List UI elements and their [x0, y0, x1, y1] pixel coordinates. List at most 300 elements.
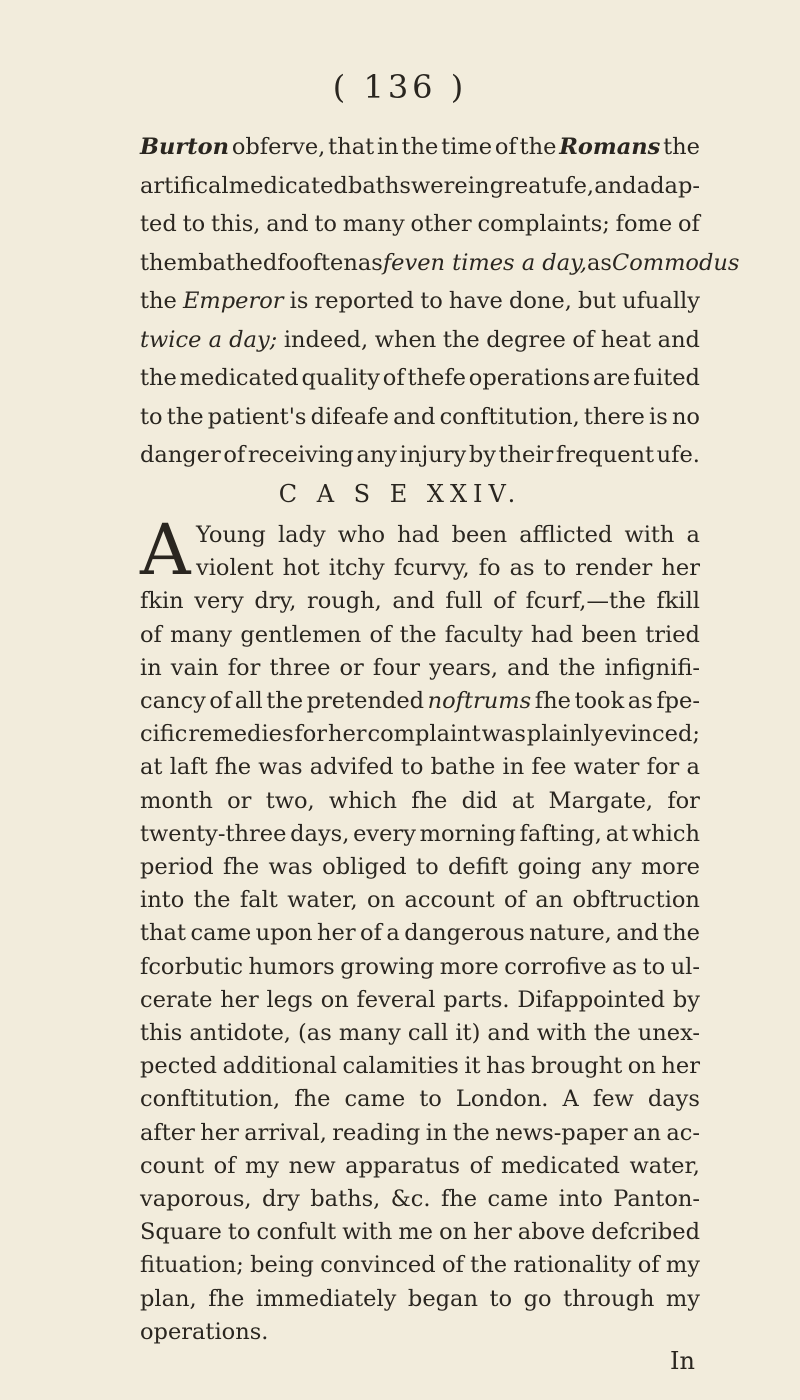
word: and: [594, 172, 637, 199]
word: Young: [196, 522, 266, 548]
word: of: [360, 920, 382, 947]
word: of: [213, 1152, 236, 1179]
word: for: [646, 754, 680, 781]
word: falt: [239, 887, 278, 914]
word: for: [667, 787, 700, 814]
word: A: [562, 1086, 579, 1113]
word: being: [250, 1252, 314, 1279]
word: artifical: [140, 172, 229, 199]
word: fhe: [440, 1186, 478, 1212]
text-line: [140, 244, 740, 282]
word: as: [509, 555, 535, 582]
word: fhe: [411, 787, 448, 814]
word: render: [575, 555, 653, 582]
word: fpe-: [656, 688, 700, 714]
text-line: [140, 128, 700, 166]
word: medicated: [179, 365, 299, 391]
word: cancy: [140, 688, 206, 714]
word: arrival,: [244, 1119, 327, 1146]
word: has: [486, 1053, 526, 1080]
word: to: [543, 555, 567, 582]
word: my: [245, 1152, 280, 1179]
word: in: [467, 172, 490, 199]
word: feveral: [356, 986, 436, 1013]
text-line: [140, 398, 700, 436]
word: of: [140, 621, 162, 648]
word: feven times a day,: [382, 249, 588, 276]
word: her: [200, 1119, 239, 1146]
word: or: [227, 787, 252, 814]
word: fcorbutic: [140, 953, 243, 980]
word: the: [663, 134, 700, 160]
word: &c.: [390, 1186, 431, 1212]
word: fhe: [534, 688, 571, 714]
word: my: [665, 1252, 700, 1279]
word: account: [404, 887, 495, 914]
word: gentlemen: [240, 621, 362, 648]
word: operations.: [140, 1318, 269, 1345]
word: call: [407, 1020, 449, 1046]
text-line: [140, 167, 700, 205]
word: to: [140, 403, 163, 430]
word: fome: [615, 211, 673, 237]
word: any: [590, 854, 632, 880]
word: other: [410, 211, 472, 237]
word: at: [605, 820, 629, 847]
word: my: [665, 1285, 700, 1312]
word: the: [401, 134, 439, 160]
word: the: [442, 326, 480, 353]
word: which: [328, 787, 397, 814]
word: apparatus: [345, 1152, 461, 1179]
text-line: [140, 321, 700, 359]
word: fhe: [208, 1285, 245, 1312]
word: patient's: [207, 403, 307, 430]
word: pretended: [306, 688, 425, 714]
word: calamities: [342, 1053, 459, 1080]
word: defift: [448, 854, 509, 880]
word: and: [507, 654, 550, 681]
word: which: [631, 820, 700, 847]
word: of: [637, 1252, 660, 1279]
word: days: [647, 1086, 700, 1113]
word: fhe: [223, 854, 260, 880]
word: a: [386, 920, 400, 947]
word: the: [470, 1252, 508, 1279]
word: afflicted: [519, 522, 613, 548]
word: Romans: [559, 134, 661, 160]
word: great: [489, 172, 551, 199]
word: legs: [266, 986, 313, 1013]
word: of: [678, 211, 700, 237]
word: to: [420, 288, 443, 314]
word: a: [686, 754, 700, 781]
word: to: [489, 1285, 513, 1312]
word: on: [627, 1053, 656, 1080]
word: danger: [140, 442, 221, 468]
word: water: [573, 754, 640, 781]
word: of: [494, 134, 517, 160]
word: days,: [290, 820, 350, 847]
word: their: [498, 442, 554, 468]
word: as: [627, 688, 653, 714]
word: Difappointed: [517, 986, 666, 1013]
word: as: [587, 249, 612, 276]
word: convinced: [320, 1252, 436, 1279]
word: advifed: [309, 754, 394, 781]
word: into: [558, 1186, 603, 1212]
word: adap-: [636, 172, 700, 199]
word: cific: [140, 721, 188, 748]
word: fhe: [214, 754, 252, 781]
word: years,: [429, 654, 499, 681]
word: the: [266, 688, 304, 714]
word: that: [140, 920, 186, 947]
word: with: [624, 522, 675, 548]
word: corrofive: [504, 953, 607, 980]
word: water,: [629, 1152, 700, 1179]
word: count: [140, 1152, 205, 1179]
catchword: In: [670, 1346, 695, 1375]
word: with: [342, 1219, 393, 1246]
word: her: [220, 986, 259, 1013]
word: baths: [347, 172, 411, 199]
word: fcurvy,: [393, 555, 470, 582]
word: violent: [196, 555, 274, 582]
word: Burton: [140, 134, 229, 160]
word: thefe: [407, 365, 466, 391]
drop-cap: A: [140, 509, 191, 591]
text-line: [140, 359, 700, 397]
word: twice a day;: [140, 326, 278, 353]
word: few: [592, 1086, 634, 1113]
word: morning: [419, 820, 516, 847]
word: rough,: [306, 588, 382, 615]
word: ufe.: [656, 442, 700, 468]
word: hot: [282, 555, 320, 582]
word: ted: [140, 211, 177, 237]
word: or: [339, 654, 364, 681]
word: fee: [531, 754, 567, 781]
word: of: [503, 887, 526, 914]
word: many: [338, 1020, 401, 1046]
word: ul-: [670, 953, 700, 980]
word: an: [535, 887, 564, 914]
word: of: [209, 688, 232, 714]
word: fuited: [633, 365, 700, 391]
word: noftrums: [427, 688, 532, 714]
word: twenty-three: [140, 820, 287, 847]
word: a: [686, 522, 700, 548]
word: to: [400, 754, 424, 781]
word: the: [140, 288, 177, 314]
word: going: [517, 854, 582, 880]
word: more: [439, 953, 499, 980]
word: her: [328, 721, 367, 748]
word: took: [574, 688, 625, 714]
word: an: [633, 1119, 661, 1146]
word: often: [299, 249, 358, 276]
word: of: [441, 1252, 464, 1279]
word: them: [140, 249, 199, 276]
text-line: [140, 282, 700, 320]
word: tried: [645, 621, 700, 648]
word: medicated: [228, 172, 348, 199]
word: all: [234, 688, 263, 714]
word: the: [399, 621, 437, 648]
word: injury: [399, 442, 467, 468]
word: her: [473, 1219, 512, 1246]
word: difeafe: [310, 403, 389, 430]
word: and: [487, 1020, 530, 1046]
word: there: [583, 403, 645, 430]
word: by: [672, 986, 700, 1013]
word: infignifi-: [604, 654, 700, 681]
word: it): [455, 1020, 481, 1046]
word: her: [317, 920, 356, 947]
word: and: [392, 588, 435, 615]
word: dry,: [254, 588, 297, 615]
word: four: [372, 654, 421, 681]
word: it: [464, 1053, 481, 1080]
word: been: [581, 621, 637, 648]
word: through: [563, 1285, 655, 1312]
word: immediately: [255, 1285, 397, 1312]
word: to: [227, 1219, 251, 1246]
word: to: [642, 953, 666, 980]
word: are: [592, 365, 631, 391]
word: and: [393, 403, 436, 430]
word: fkill: [656, 588, 700, 615]
word: to: [416, 854, 439, 880]
word: quality: [301, 365, 380, 391]
word: nature,: [529, 920, 612, 947]
word: who: [337, 522, 386, 548]
word: dangerous: [404, 920, 525, 947]
word: but: [578, 288, 616, 314]
word: receiving: [247, 442, 354, 468]
word: and: [266, 211, 309, 237]
word: and: [616, 920, 659, 947]
word: (as: [298, 1020, 332, 1046]
word: defcribed: [591, 1219, 700, 1246]
word: time: [441, 134, 493, 160]
word: is: [289, 288, 309, 314]
word: of: [469, 1152, 492, 1179]
word: ufe,: [550, 172, 595, 199]
word: reading: [332, 1119, 421, 1146]
word: Emperor: [182, 288, 284, 314]
word: after: [140, 1119, 195, 1146]
word: in: [376, 134, 399, 160]
word: reported: [314, 288, 415, 314]
word: faculty: [444, 621, 523, 648]
word: period: [140, 854, 214, 880]
word: obftruction: [572, 887, 700, 914]
word: did: [461, 787, 498, 814]
word: antidote,: [189, 1020, 291, 1046]
word: unex-: [637, 1020, 700, 1046]
word: into: [140, 887, 185, 914]
word: began: [407, 1285, 478, 1312]
word: the: [140, 365, 177, 391]
word: very: [194, 588, 244, 615]
word: water,: [287, 887, 358, 914]
word: cerate: [140, 986, 213, 1013]
word: conftitution,: [140, 1086, 281, 1113]
word: brought: [531, 1053, 623, 1080]
word: as: [357, 249, 383, 276]
word: came: [487, 1186, 549, 1212]
page-number: ( 136 ): [332, 68, 468, 106]
word: at: [511, 787, 535, 814]
word: degree: [486, 326, 566, 353]
word: baths,: [310, 1186, 381, 1212]
word: bathe: [430, 754, 496, 781]
word: the: [193, 887, 231, 914]
word: was: [258, 754, 303, 781]
word: medicated: [500, 1152, 620, 1179]
word: on: [320, 986, 349, 1013]
word: had: [397, 522, 440, 548]
word: to: [419, 1086, 442, 1113]
word: complaints;: [477, 211, 610, 237]
word: when: [374, 326, 437, 353]
word: Margate,: [548, 787, 654, 814]
word: and: [657, 326, 700, 353]
word: laft: [169, 754, 208, 781]
word: for: [227, 654, 261, 681]
word: Commodus: [611, 249, 740, 276]
word: of: [572, 326, 595, 353]
word: many: [170, 621, 233, 648]
word: her: [661, 1053, 700, 1080]
word: evinced;: [604, 721, 700, 748]
word: additional: [222, 1053, 337, 1080]
word: fkin: [140, 588, 184, 615]
word: came: [190, 920, 252, 947]
word: on: [439, 1219, 468, 1246]
word: full: [445, 588, 483, 615]
word: remedies: [188, 721, 294, 748]
word: month: [140, 787, 213, 814]
word: to: [314, 211, 337, 237]
word: with: [536, 1020, 587, 1046]
word: dry: [261, 1186, 300, 1212]
word: her: [661, 555, 700, 582]
word: two,: [265, 787, 315, 814]
word: Panton-: [613, 1186, 700, 1212]
word: to: [182, 211, 206, 237]
word: the: [452, 1119, 490, 1146]
word: the: [558, 654, 596, 681]
word: was: [268, 854, 313, 880]
word: pected: [140, 1053, 218, 1080]
word: plainly: [526, 721, 604, 748]
word: for: [294, 721, 328, 748]
word: this: [140, 1020, 183, 1046]
word: itchy: [328, 555, 385, 582]
word: fo: [478, 555, 501, 582]
word: go: [523, 1285, 552, 1312]
word: upon: [255, 920, 313, 947]
word: in: [140, 654, 162, 681]
word: indeed,: [283, 326, 369, 353]
word: every: [353, 820, 416, 847]
word: the: [593, 1020, 631, 1046]
word: no: [671, 403, 700, 430]
word: frequent: [555, 442, 655, 468]
word: is: [649, 403, 668, 430]
word: of: [223, 442, 246, 468]
word: confult: [256, 1219, 337, 1246]
word: on: [367, 887, 396, 914]
word: came: [344, 1086, 406, 1113]
word: fhe: [294, 1086, 331, 1113]
word: that: [328, 134, 375, 160]
word: Square: [140, 1219, 222, 1246]
word: done,: [508, 288, 572, 314]
word: operations: [468, 365, 591, 391]
word: vaporous,: [140, 1186, 252, 1212]
word: of: [382, 365, 405, 391]
word: three: [269, 654, 331, 681]
case-heading: C A S E XXIV.: [278, 480, 522, 508]
word: was: [481, 721, 526, 748]
word: of: [493, 588, 516, 615]
word: fo: [277, 249, 300, 276]
word: plan,: [140, 1285, 197, 1312]
word: humors: [248, 953, 335, 980]
word: fcurf,—the: [525, 588, 646, 615]
word: obliged: [322, 854, 407, 880]
text-line: [140, 436, 700, 474]
word: vain: [170, 654, 219, 681]
word: the: [166, 403, 204, 430]
word: any: [356, 442, 398, 468]
word: ufually: [622, 288, 700, 314]
word: have: [448, 288, 503, 314]
word: the: [519, 134, 557, 160]
word: complaint: [367, 721, 481, 748]
word: London.: [455, 1086, 549, 1113]
word: rationality: [513, 1252, 632, 1279]
word: at: [140, 754, 163, 781]
word: news-paper: [495, 1119, 628, 1146]
word: ac-: [666, 1119, 700, 1146]
word: fafting,: [519, 820, 602, 847]
text-line: [140, 205, 700, 243]
word: me: [398, 1219, 433, 1246]
text-line: [140, 1313, 700, 1351]
word: by: [468, 442, 496, 468]
word: fituation;: [140, 1252, 244, 1279]
word: obferve,: [231, 134, 326, 160]
word: new: [288, 1152, 336, 1179]
word: conftitution,: [439, 403, 580, 430]
word: growing: [340, 953, 435, 980]
word: heat: [600, 326, 652, 353]
word: in: [502, 754, 525, 781]
word: more: [640, 854, 700, 880]
word: many: [342, 211, 405, 237]
word: the: [663, 920, 700, 947]
word: had: [530, 621, 574, 648]
word: were: [411, 172, 468, 199]
word: lady: [277, 522, 326, 548]
word: in: [425, 1119, 448, 1146]
word: been: [451, 522, 508, 548]
